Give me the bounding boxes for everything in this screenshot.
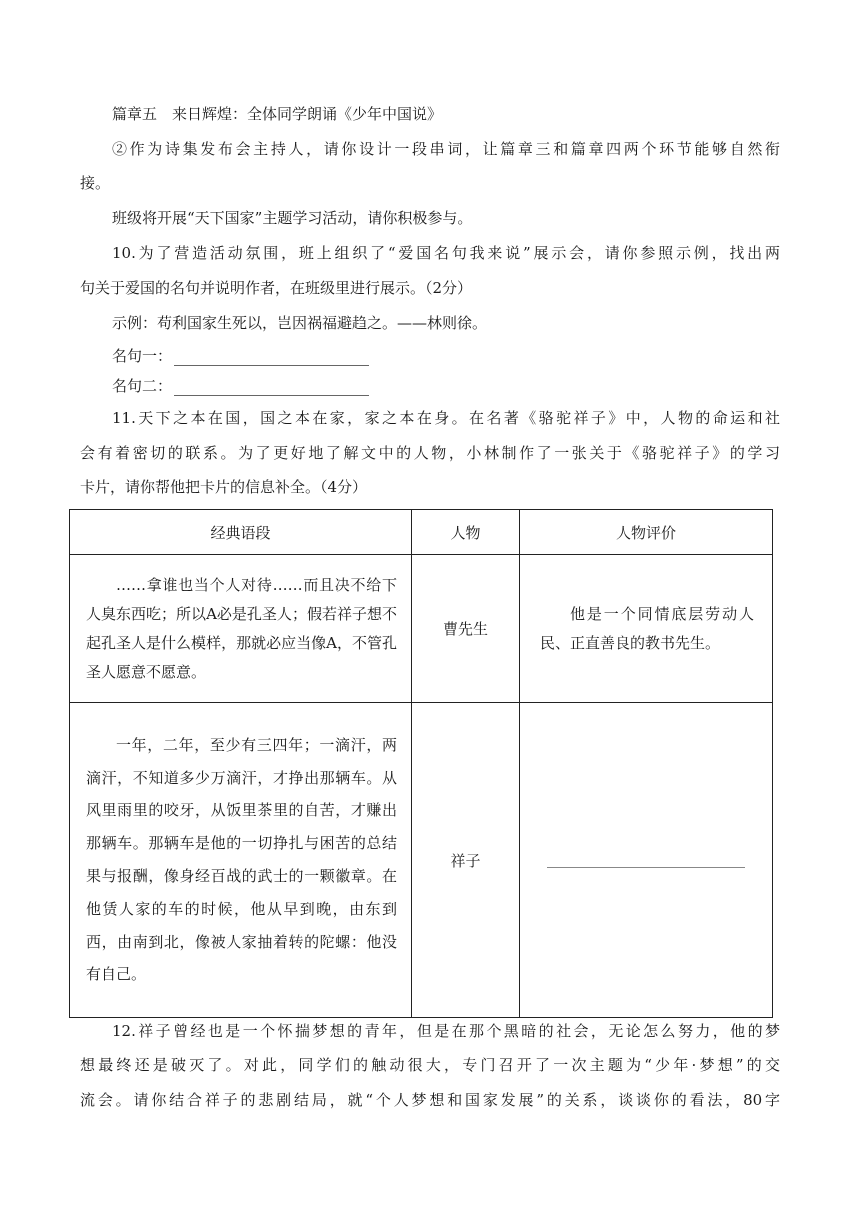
- character-name: 祥子: [412, 703, 520, 1018]
- passage-cell: [70, 555, 412, 703]
- study-card-table: [69, 509, 773, 1018]
- table-row: [70, 703, 773, 1018]
- question-11-line-3: 卡片，请你帮他把卡片的信息补全。（4分）: [80, 478, 368, 496]
- question-10-blank-2: [112, 376, 812, 396]
- task-two-line-2: 接。: [80, 174, 111, 192]
- section-five-line: 篇章五 来日辉煌：全体同学朗诵《少年中国说》: [112, 105, 443, 123]
- passage-text: 一年，二年，至少有三四年；一滴汗，两滴汗，不知道多少万滴汗，才挣出那辆车。从风里雨里的咬牙，从饭里茶里的自苦，才赚出那辆车。那辆车是他的一切挣扎与困苦的总结果与报酬，像身经百战的武士的一颗徽章。在他赁人家的车的时候，他从早到晚，由东到西，由南到北，像被人家抽着转的陀螺：他没有自己。: [86, 735, 397, 984]
- question-10-line-2: 句关于爱国的名句并说明作者，在班级里进行展示。（2分）: [80, 279, 473, 297]
- blank-2-label: 名句二：: [112, 377, 173, 395]
- question-12-line-3: 流会。请你结合祥子的悲剧结局，就“个人梦想和国家发展”的关系，谈谈你的看法，80字: [80, 1091, 780, 1109]
- table-row: [70, 555, 773, 703]
- question-10-line-1: 10.为了营造活动氛围，班上组织了“爱国名句我来说”展示会，请你参照示例，找出两: [112, 244, 780, 262]
- passage-cell: [70, 703, 412, 1018]
- character-name: 曹先生: [412, 555, 520, 703]
- evaluation-text: 他是一个同情底层劳动人民、正直善良的教书先生。: [540, 604, 754, 652]
- evaluation-cell: [520, 555, 773, 703]
- evaluation-answer-cell[interactable]: [520, 703, 773, 1018]
- question-12-line-2: 想最终还是破灭了。对此，同学们的触动很大，专门召开了一次主题为“少年·梦想”的交: [80, 1056, 780, 1074]
- header-character: 人物: [412, 510, 520, 555]
- header-classic-passage: 经典语段: [70, 510, 412, 555]
- task-two-line-1: ②作为诗集发布会主持人，请你设计一段串词，让篇章三和篇章四两个环节能够自然衔: [112, 140, 780, 158]
- header-evaluation: 人物评价: [520, 510, 773, 555]
- question-10-blank-1: [112, 346, 812, 366]
- question-11-line-1: 11.天下之本在国，国之本在家，家之本在身。在名著《骆驼祥子》中，人物的命运和社: [112, 409, 780, 427]
- answer-blank-2[interactable]: [174, 378, 369, 396]
- question-12-line-1: 12.祥子曾经也是一个怀揣梦想的青年，但是在那个黑暗的社会，无论怎么努力，他的梦: [112, 1022, 780, 1040]
- question-11-line-2: 会有着密切的联系。为了更好地了解文中的人物，小林制作了一张关于《骆驼祥子》的学习: [80, 444, 780, 462]
- evaluation-answer-line[interactable]: [547, 867, 745, 868]
- blank-1-label: 名句一：: [112, 347, 173, 365]
- table-header-row: [70, 510, 773, 555]
- activity-intro: 班级将开展“天下国家”主题学习活动，请你积极参与。: [112, 209, 473, 227]
- passage-text: ……拿谁也当个人对待……而且决不给下人臭东西吃；所以A必是孔圣人；假若祥子想不起孔圣人是什么模样，那就必应当像A，不管孔圣人愿意不愿意。: [86, 575, 397, 681]
- answer-blank-1[interactable]: [174, 348, 369, 366]
- question-10-example: 示例：苟利国家生死以，岂因祸福避趋之。——林则徐。: [112, 314, 488, 332]
